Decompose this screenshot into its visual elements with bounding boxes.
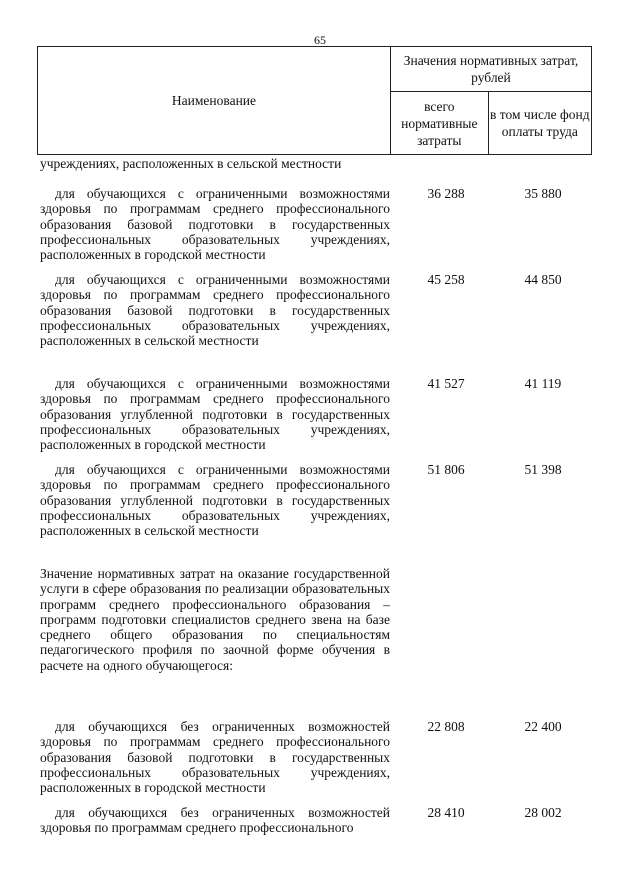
column-header-values-group: Значения нормативных затрат, рублей bbox=[390, 47, 591, 92]
row-wage-fund: 22 400 bbox=[524, 719, 562, 734]
section-description: Значение нормативных затрат на оказание государственной услуги в сфере образования по реализации образовательных программ среднего профессионального образования – программ подготовки специалистов среднего звена на базе среднего общего образования по специальностям педагогического профиля по заочной форме обучения в расчете на одного обучающегося: bbox=[40, 566, 390, 673]
row-wage-fund: 28 002 bbox=[524, 805, 562, 820]
column-header-total: всего нормативные затраты bbox=[390, 92, 488, 155]
row-total-cost: 51 806 bbox=[427, 462, 465, 477]
row-description: для обучающихся с ограниченными возможностями здоровья по программам среднего профессионального образования углубленной подготовки в государственных профессиональных образовательных учреждениях, расположенных в сельской местности bbox=[40, 462, 390, 539]
row-total-cost: 45 258 bbox=[427, 272, 465, 287]
row-description: для обучающихся с ограниченными возможностями здоровья по программам среднего профессионального образования базовой подготовки в государственных профессиональных образовательных учреждениях, расположенных в городской местности bbox=[40, 186, 390, 263]
row-description: для обучающихся без ограниченных возможностей здоровья по программам среднего профессионального bbox=[40, 805, 390, 836]
row-total-cost: 41 527 bbox=[427, 376, 465, 391]
page-number: 65 bbox=[314, 33, 326, 47]
row-description: для обучающихся с ограниченными возможностями здоровья по программам среднего профессионального образования базовой подготовки в государственных профессиональных образовательных учреждениях, расположенных в сельской местности bbox=[40, 272, 390, 349]
column-header-name: Наименование bbox=[38, 47, 391, 155]
row-description: для обучающихся с ограниченными возможностями здоровья по программам среднего профессионального образования углубленной подготовки в государственных профессиональных образовательных учреждениях, расположенных в городской местности bbox=[40, 376, 390, 453]
row-total-cost: 28 410 bbox=[427, 805, 465, 820]
row-wage-fund: 41 119 bbox=[524, 376, 562, 391]
row-total-cost: 22 808 bbox=[427, 719, 465, 734]
row-wage-fund: 35 880 bbox=[524, 186, 562, 201]
row-description: учреждениях, расположенных в сельской местности bbox=[40, 156, 342, 171]
table-header bbox=[37, 46, 592, 155]
row-wage-fund: 51 398 bbox=[524, 462, 562, 477]
row-wage-fund: 44 850 bbox=[524, 272, 562, 287]
row-description: для обучающихся без ограниченных возможностей здоровья по программам среднего профессионального образования базовой подготовки в государственных профессиональных образовательных учреждениях, расположенных в городской местности bbox=[40, 719, 390, 796]
row-total-cost: 36 288 bbox=[427, 186, 465, 201]
column-header-fund: в том числе фонд оплаты труда bbox=[488, 92, 591, 155]
